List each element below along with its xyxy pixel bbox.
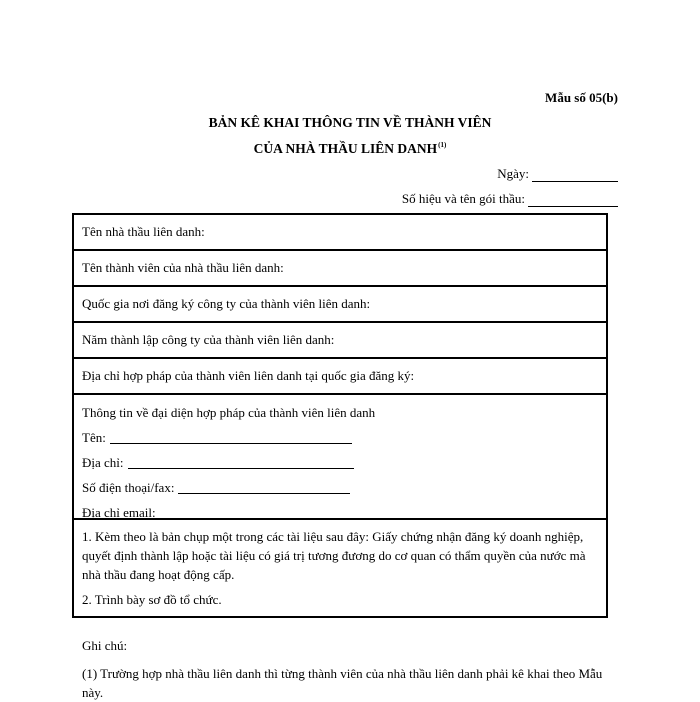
rep-name-blank[interactable] [110,432,352,444]
package-line [402,191,618,207]
registration-country-label: Quốc gia nơi đăng ký công ty của thành viên liên danh: [82,296,371,311]
rep-address-label: Địa chỉ: [82,454,124,470]
footnote-mark: (1) [438,141,447,149]
legal-address-label: Địa chỉ hợp pháp của thành viên liên danh tại quốc gia đăng ký: [82,368,415,383]
form-title-line2-text: CỦA NHÀ THẦU LIÊN DANH [253,141,438,156]
row-attachments [74,520,606,616]
rep-phone-line [82,475,598,500]
rep-address-line [82,450,598,475]
rep-phone-blank[interactable] [178,482,350,494]
founding-year-label: Năm thành lập công ty của thành viên liên danh: [82,332,335,347]
notes-heading: Ghi chú: [82,638,128,653]
attachment-item-1: 1. Kèm theo là bản chụp một trong các tài liệu sau đây: Giấy chứng nhận đăng ký doanh nghiệp, quyết định thành lập hoặc tài liệu có giá trị tương đương do cơ quan có thẩm quyền của nước mà nhà thầu đang hoạt động cấp. [82,529,586,582]
package-blank[interactable] [528,194,618,207]
rep-name-line [82,425,598,450]
row-consortium-name [74,215,606,251]
rep-name-label: Tên: [82,429,106,445]
row-member-name [74,251,606,287]
member-name-label: Tên thành viên của nhà thầu liên danh: [82,260,284,275]
form-title-line1: BẢN KÊ KHAI THÔNG TIN VỀ THÀNH VIÊN [208,115,492,130]
date-line [497,166,618,182]
note-1: (1) Trường hợp nhà thầu liên danh thì từng thành viên của nhà thầu liên danh phải kê khai theo Mẫu này. [82,666,603,700]
consortium-name-label: Tên nhà thầu liên danh: [82,224,205,239]
representative-heading-line [82,400,598,425]
member-info-table [72,213,608,618]
representative-heading: Thông tin về đại diện hợp pháp của thành viên liên danh [82,404,376,420]
date-blank[interactable] [532,169,618,182]
package-label: Số hiệu và tên gói thầu: [401,191,525,206]
row-founding-year [74,323,606,359]
row-representative [74,395,606,520]
form-code: Mẫu số 05(b) [545,90,618,105]
notes-section [82,636,622,702]
date-label: Ngày: [497,166,529,181]
rep-email-blank[interactable] [160,507,352,519]
attachment-item-2: 2. Trình bày sơ đồ tổ chức. [82,592,222,607]
form-title-line2 [0,141,700,157]
rep-email-label: Địa chỉ email: [82,504,156,520]
rep-address-blank[interactable] [128,457,354,469]
rep-phone-label: Số điện thoại/fax: [82,479,175,495]
row-registration-country [74,287,606,323]
row-legal-address [74,359,606,395]
